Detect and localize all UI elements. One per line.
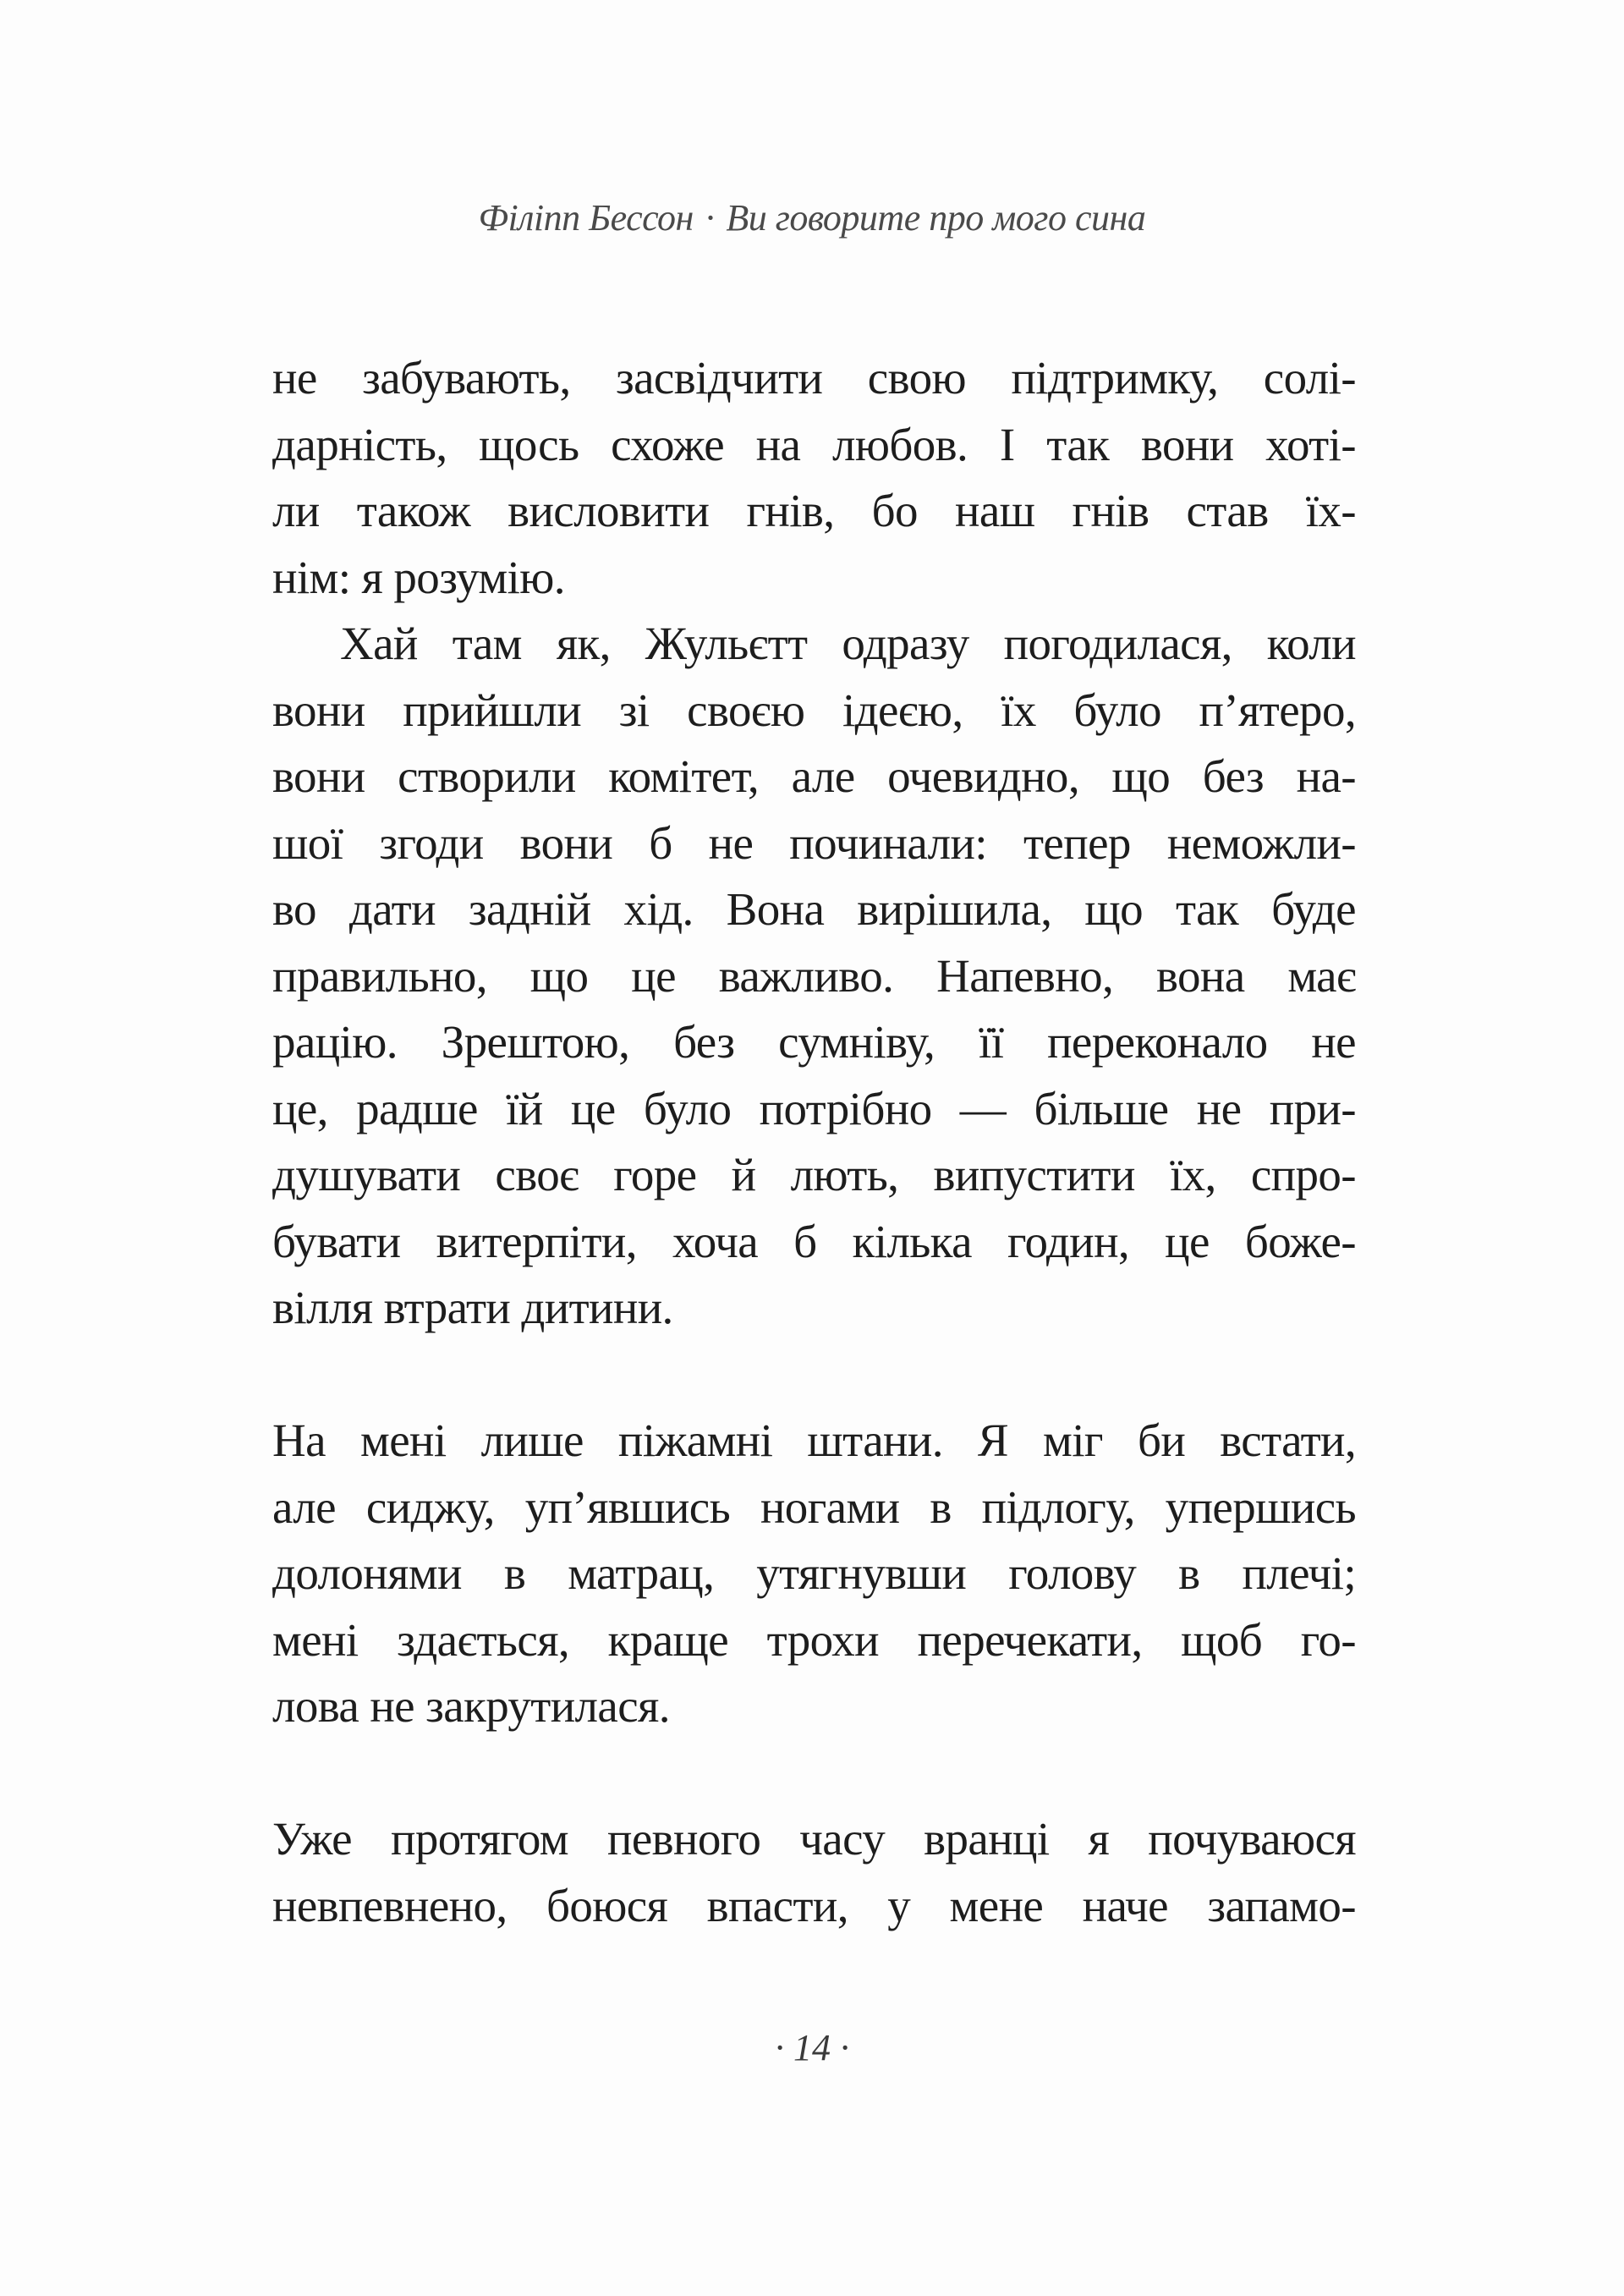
text-line: дарність, щось схоже на любов. І так вони хоті- — [272, 418, 1356, 470]
text-line: лова не закрутилася. — [272, 1680, 670, 1732]
text-line: Хай там як, Жульєтт одразу погодилася, коли — [340, 618, 1356, 669]
text-line: ли також висловити гнів, бо наш гнів став їх- — [272, 485, 1356, 536]
paragraph — [272, 1806, 1356, 1939]
text-line: рацію. Зрештою, без сумніву, її переконало не — [272, 1016, 1356, 1068]
text-line: долонями в матрац, утягнувши голову в плечі; — [272, 1547, 1356, 1599]
text-line: во дати задній хід. Вона вирішила, що так буде — [272, 883, 1356, 935]
text-line: не забувають, засвідчити свою підтримку, солі- — [272, 352, 1356, 404]
text-line: вони прийшли зі своєю ідеєю, їх було п’ятеро, — [272, 684, 1356, 736]
text-line: вілля втрати дитини. — [272, 1282, 673, 1333]
text-line: вони створили комітет, але очевидно, що без на- — [272, 750, 1356, 802]
text-line: Уже протягом певного часу вранці я почуваюся — [272, 1813, 1356, 1865]
section-break — [272, 1342, 1356, 1409]
text-line: мені здається, краще трохи перечекати, щоб го- — [272, 1613, 1356, 1666]
text-line: нім: я розумію. — [272, 551, 565, 603]
text-line: але сиджу, уп’явшись ногами в підлогу, упершись — [272, 1480, 1356, 1533]
running-head-separator: · — [705, 197, 715, 239]
running-head-title: Ви говорите про мого сина — [726, 197, 1146, 239]
section-break — [272, 1740, 1356, 1807]
text-line: шої згоди вони б не починали: тепер неможли- — [272, 816, 1356, 869]
text-line: душувати своє горе й лють, випустити їх, спро- — [272, 1149, 1356, 1200]
page-number: · 14 · — [775, 2027, 849, 2068]
paragraph — [272, 611, 1356, 1342]
paragraph — [272, 345, 1356, 611]
text-line: На мені лише піжамні штани. Я міг би встати, — [272, 1414, 1356, 1466]
text-line: невпевнено, боюся впасти, у мене наче запамо- — [272, 1879, 1356, 1931]
running-head-author: Філіпп Бессон — [478, 197, 694, 239]
text-line: бувати витерпіти, хоча б кілька годин, це боже- — [272, 1215, 1356, 1267]
body-text — [272, 345, 1356, 1939]
running-head — [0, 196, 1624, 239]
paragraph — [272, 1408, 1356, 1740]
text-line: це, радше їй це було потрібно — більше не при- — [272, 1082, 1356, 1134]
text-line: правильно, що це важливо. Напевно, вона має — [272, 949, 1356, 1002]
